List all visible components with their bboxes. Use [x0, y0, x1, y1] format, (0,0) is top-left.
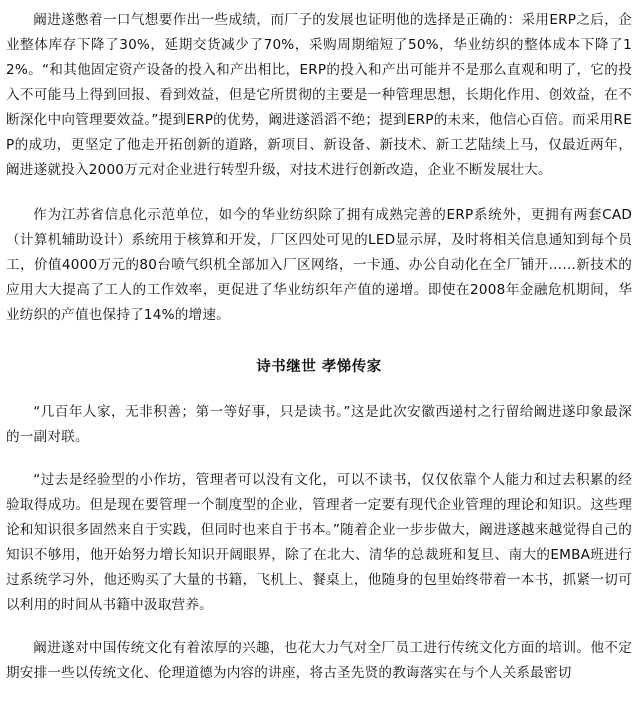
section-title: 诗书继世 孝悌传家 [256, 359, 382, 375]
paragraph-informatization: 作为江苏省信息化示范单位，如今的华业纺织除了拥有成熟完善的ERP系统外，更拥有两套CAD（计算机辅助设计）系统用于核算和开发，厂区四处可见的LED显示屏，及时将相关信息通知到每个员工，价值4000万元的80台喷气织机全部加入厂区网络，一卡通、办公自动化在全厂铺开……新技术的应用大大提高了工人的工作效率，更促进了华业纺织年产值的递增。即使在2008年金融危机期间，华业纺织的产值也保持了14%的增速。 [6, 207, 632, 323]
paragraph-erp-results: 阚进遂憋着一口气想要作出一些成绩，而厂子的发展也证明他的选择是正确的：采用ERP之后，企业整体库存下降了30%，延期交货减少了70%，采购周期缩短了50%，华业纺织的整体成本下降了12%。“和其他固定资产设备的投入和产出相比，ERP的投入和产出可能并不是那么直观和明了，它的投入不可能马上得到回报、看到效益，但是它所贯彻的主要是一种管理思想，长期化作用、创效益，在不断深化中向管理要效益。”提到ERP的优势，阚进遂滔滔不绝；提到ERP的未来，他信心百倍。而采用REP的成功，更坚定了他走开拓创新的道路，新项目、新设备、新技术、新工艺陆续上马，仅最近两年，阚进遂就投入2000万元对企业进行转型升级，对技术进行创新改造，企业不断发展壮大。 [6, 12, 632, 178]
article-body [6, 8, 632, 686]
paragraph-reading: “过去是经验型的小作坊，管理者可以没有文化，可以不读书，仅仅依靠个人能力和过去积累的经验取得成功。但是现在要管理一个制度型的企业，管理者一定要有现代企业管理的理论和知识。这些理论和知识很多固然来自于实践，但同时也来自于书本。”随着企业一步步做大，阚进遂越来越觉得自己的知识不够用，他开始努力增长知识开阔眼界，除了在北大、清华的总裁班和复旦、南大的EMBA班进行过系统学习外，他还购买了大量的书籍，飞机上、餐桌上，他随身的包里始终带着一本书，抓紧一切可以利用的时间从书籍中汲取营养。 [6, 472, 632, 613]
paragraph-traditional-culture: 阚进遂对中国传统文化有着浓厚的兴趣，也花大力气对全厂员工进行传统文化方面的培训。他不定期安排一些以传统文化、伦理道德为内容的讲座，将古圣先贤的教诲落实在与个人关系最密切 [6, 640, 632, 681]
paragraph-couplet: “几百年人家，无非积善；第一等好事，只是读书。”这是此次安徽西递村之行留给阚进遂印象最深的一副对联。 [6, 404, 632, 445]
